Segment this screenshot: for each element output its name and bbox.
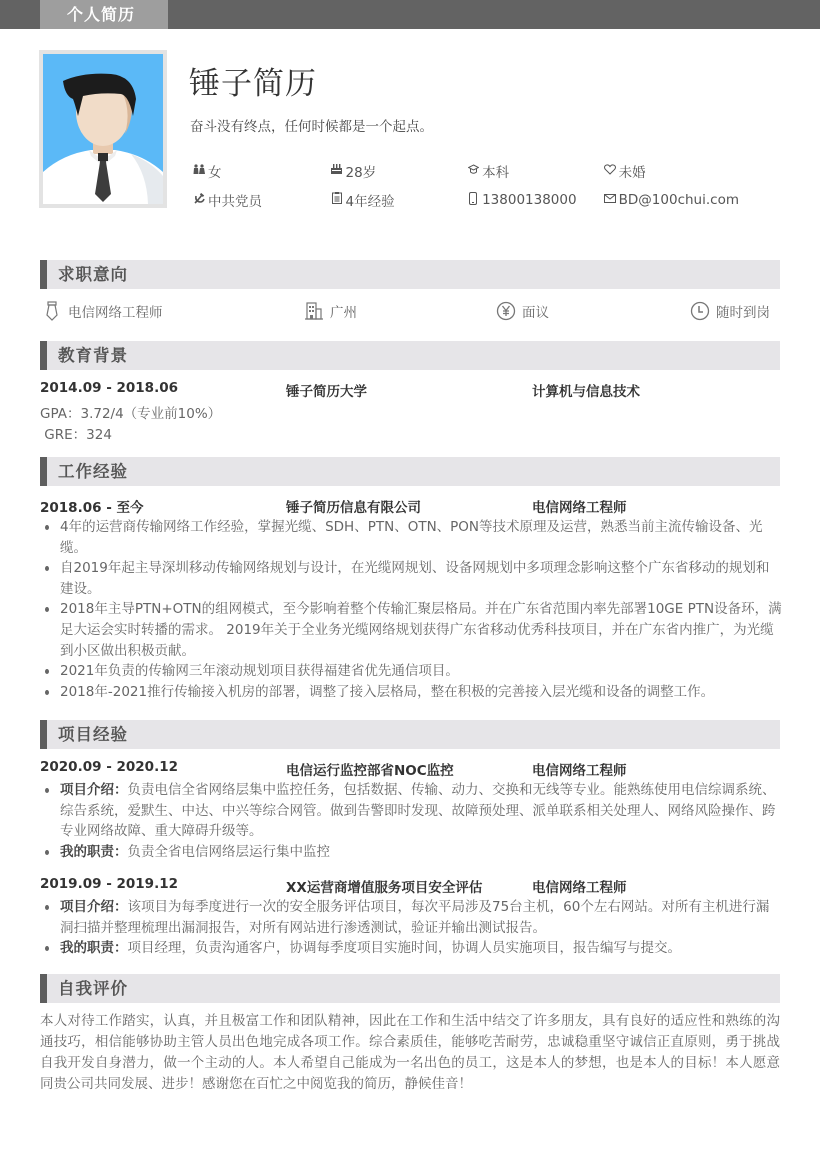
salary-value: 面议 — [522, 305, 549, 321]
work-company: 锤子简历信息有限公司 — [286, 500, 421, 516]
intro-text: 负责电信全省网络层集中监控任务，包括数据、传输、动力、交换和无线等专业。能熟练使用电信综调系统、综告系统，爱默生、中达、中兴等综合网管。做到告警即时发现、故障预处理、派单联系相关处理人、网络风险操作、跨专业网络故障、重大障碍升级等。 — [60, 782, 776, 840]
info-age — [330, 161, 467, 181]
section-title: 教育背景 — [58, 346, 128, 365]
intent-salary — [496, 298, 549, 324]
list-item: 2021年负责的传输网三年滚动规划项目获得福建省优先通信项目。 — [40, 661, 782, 682]
avatar — [43, 54, 163, 204]
project-name: 电信运行监控部省NOC监控 — [286, 763, 454, 779]
intro-label: 项目介绍： — [60, 782, 128, 798]
education-school: 锤子简历大学 — [286, 384, 367, 400]
motto: 奋斗没有终点，任何时候都是一个起点。 — [190, 119, 433, 135]
section-header-intent — [40, 260, 780, 289]
section-title: 自我评价 — [58, 979, 128, 998]
project-period: 2019.09 - 2019.12 — [40, 876, 178, 892]
position-value: 电信网络工程师 — [68, 305, 163, 321]
party-emblem-icon — [192, 193, 206, 207]
list-item: 4年的运营商传输网络工作经验，掌握光缆、SDH、PTN、OTN、PON等技术原理及运营，熟悉当前主流传输设备、光缆。 — [40, 517, 782, 558]
work-entry-header — [40, 496, 780, 516]
degree-value: 本科 — [482, 164, 510, 181]
section-title: 求职意向 — [58, 265, 128, 284]
info-politics — [192, 190, 330, 210]
section-title: 工作经验 — [58, 462, 128, 481]
education-major: 计算机与信息技术 — [532, 384, 640, 400]
info-row — [192, 185, 792, 214]
graduation-cap-icon — [466, 164, 480, 178]
list-item: 自2019年起主导深圳移动传输网络规划与设计，在光缆网规划、设备网规划中多项理念影响这整个广东省移动的规划和建设。 — [40, 558, 782, 599]
resume-tab: 个人简历 — [40, 0, 168, 29]
clipboard-icon — [330, 192, 344, 207]
self-evaluation-text: 本人对待工作踏实，认真，并且极富工作和团队精神，因此在工作和生活中结交了许多朋友，具有良好的适应性和熟练的沟通技巧，相信能够协助主管人员出色地完成各项工作。综合素质佳，能够吃苦耐劳，忠诚稳重坚守诚信正直原则，勇于挑战自我开发自身潜力，做一个主动的人。本人希望自己能成为一名出色的员工，这是本人的梦想，也是本人的目标！本人愿意同贵公司共同发展、进步！感谢您在百忙之中阅览我的简历，静候佳音！ — [40, 1013, 780, 1092]
clock-icon — [690, 301, 710, 321]
info-phone — [466, 192, 603, 208]
project-bullets — [40, 897, 782, 959]
work-title: 电信网络工程师 — [532, 500, 627, 516]
intent-city — [304, 298, 357, 324]
education-period: 2014.09 - 2018.06 — [40, 380, 178, 396]
info-row — [192, 156, 792, 185]
age-value: 28岁 — [345, 164, 377, 181]
section-title: 项目经验 — [58, 725, 128, 744]
availability-value: 随时到岗 — [716, 305, 770, 321]
job-intent — [40, 298, 780, 324]
birthday-cake-icon — [330, 164, 344, 177]
building-icon — [304, 301, 324, 321]
candidate-name: 锤子简历 — [189, 66, 317, 102]
project-period: 2020.09 - 2020.12 — [40, 759, 178, 775]
work-period: 2018.06 - 至今 — [40, 500, 144, 516]
info-marital — [603, 161, 792, 181]
intro-label: 项目介绍： — [60, 899, 128, 915]
education-gpa: GPA：3.72/4（专业前10%） — [40, 406, 222, 422]
list-item — [40, 897, 782, 938]
profile-photo-frame — [39, 50, 167, 208]
project-entry-header — [40, 876, 780, 896]
email-value[interactable]: BD@100chui.com — [618, 191, 739, 208]
duty-label: 我的职责： — [60, 843, 128, 860]
avatar-illustration — [43, 54, 163, 204]
personal-info — [192, 156, 792, 214]
section-header-projects — [40, 720, 780, 749]
heart-icon — [603, 164, 617, 178]
info-experience — [330, 190, 467, 210]
section-header-education — [40, 341, 780, 370]
project-entry-header — [40, 759, 780, 779]
project-role: 电信网络工程师 — [532, 880, 627, 896]
list-item: 2018年主导PTN+OTN的组网模式，至今影响着整个传输汇聚层格局。并在广东省范围内率先部署10GE PTN设备环，满足大运会实时转播的需求。 2019年关于全业务光缆网络规划获得广东省移动优秀科技项目，并在广东省内推广，为光缆到小区做出积极贡献。 — [40, 599, 782, 661]
gender-value: 女 — [208, 164, 222, 181]
work-bullets — [40, 517, 782, 702]
education-entry-header — [40, 380, 780, 400]
info-email — [603, 192, 792, 208]
list-item: 2018年-2021推行传输接入机房的部署，调整了接入层格局，整在积极的完善接入层光缆和设备的调整工作。 — [40, 682, 782, 703]
intent-position — [42, 298, 163, 324]
tie-icon — [42, 301, 62, 321]
project-bullets — [40, 780, 782, 862]
city-value: 广州 — [330, 305, 357, 321]
mobile-phone-icon — [466, 192, 480, 208]
duty-text: 负责全省电信网络层运行集中监控 — [127, 843, 330, 860]
education-gre: GRE：324 — [40, 427, 112, 443]
duty-label: 我的职责： — [60, 940, 128, 957]
envelope-icon — [603, 193, 617, 206]
project-name: XX运营商增值服务项目安全评估 — [286, 880, 483, 896]
section-header-work — [40, 457, 780, 486]
info-gender — [192, 161, 330, 181]
duty-text: 项目经理，负责沟通客户，协调每季度项目实施时间，协调人员实施项目，报告编写与提交。 — [127, 940, 681, 957]
info-degree — [466, 161, 603, 181]
experience-value: 4年经验 — [345, 193, 395, 210]
intent-availability — [690, 298, 770, 324]
politics-value: 中共党员 — [208, 193, 262, 210]
list-item — [40, 938, 782, 959]
intro-text: 该项目为每季度进行一次的安全服务评估项目，每次平局涉及75台主机，60个左右网站。对所有主机进行漏洞扫描并整理梳理出漏洞报告，对所有网站进行渗透测试，验证并输出测试报告。 — [60, 899, 770, 936]
gender-icon — [192, 164, 206, 178]
section-header-self-evaluation — [40, 974, 780, 1003]
list-item — [40, 842, 782, 863]
list-item — [40, 780, 782, 842]
project-role: 电信网络工程师 — [532, 763, 627, 779]
top-bar — [0, 0, 820, 29]
marital-value: 未婚 — [618, 164, 646, 181]
phone-value[interactable]: 13800138000 — [482, 191, 577, 208]
yen-coin-icon — [496, 301, 516, 321]
